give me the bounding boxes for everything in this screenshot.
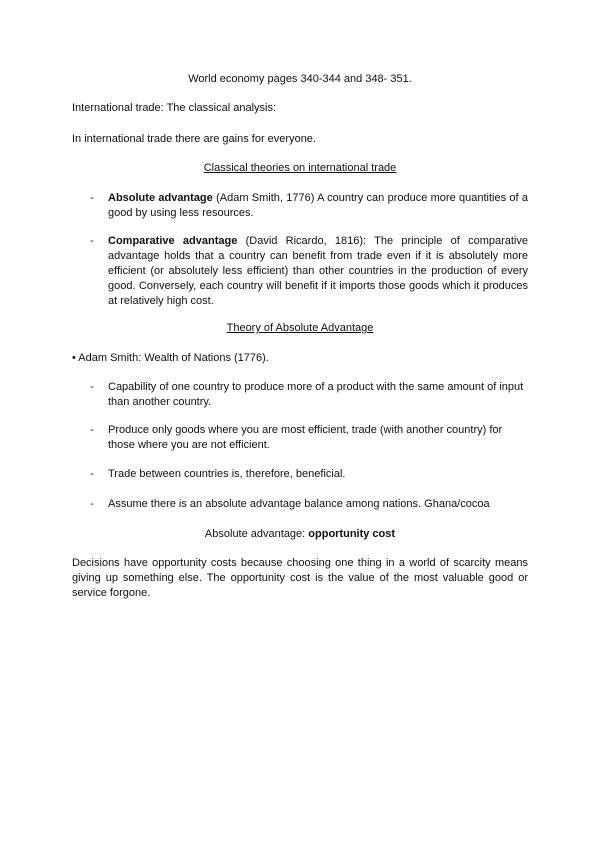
list-item [72,380,528,410]
list-dash: - [90,498,94,510]
list-dash: - [90,468,94,480]
term-comparative-advantage: Comparative advantage [108,235,238,247]
heading-classical-theories: Classical theories on international trade [203,162,397,174]
list-item-text: Capability of one country to produce more of a product with the same amount of input than another country. [108,381,524,408]
page-header: World economy pages 340-344 and 348- 351. [188,73,412,85]
intro-text: In international trade there are gains for everyone. [72,133,316,145]
term-absolute-advantage: Absolute advantage [108,192,213,204]
list-dash: - [90,192,94,204]
list-dash: - [90,424,94,436]
list-dash: - [90,381,94,393]
closing-paragraph: Decisions have opportunity costs because choosing one thing in a world of scarcity means giving up something else. The opportunity cost is the value of the most valuable good or service forgone. [72,557,528,599]
list-item-text: Trade between countries is, therefore, beneficial. [108,468,346,480]
heading-prefix: Absolute advantage: [204,528,309,540]
list-item-text [108,191,528,221]
list-item [72,423,528,453]
list-item-text [108,234,528,309]
list-item-comparative-advantage [72,234,528,309]
smith-reference: • Adam Smith: Wealth of Nations (1776). [72,352,269,364]
list-item-text: Assume there is an absolute advantage balance among nations. Ghana/cocoa [108,498,490,510]
heading-opportunity-cost [0,527,600,542]
list-item [72,467,528,482]
term-description: (David Ricardo, 1816): The principle of comparative advantage holds that a country can benefit from trade even if it is absolutely more efficient (or absolutely less efficient) than other countries in the production of every good. Conversely, each country will benefit if it imports those goods which it produces at relatively high cost. [108,235,528,307]
list-item-text: Produce only goods where you are most efficient, trade (with another country) for those where you are not efficient. [108,424,503,451]
term-description: (Adam Smith, 1776) A country can produce more quantities of a good by using less resources. [108,192,528,219]
list-item [72,497,528,512]
list-dash: - [90,235,94,247]
heading-bold: opportunity cost [308,528,396,540]
heading-absolute-advantage: Theory of Absolute Advantage [226,322,374,334]
list-item-absolute-advantage [72,191,528,221]
section-title: International trade: The classical analysis: [72,102,277,114]
